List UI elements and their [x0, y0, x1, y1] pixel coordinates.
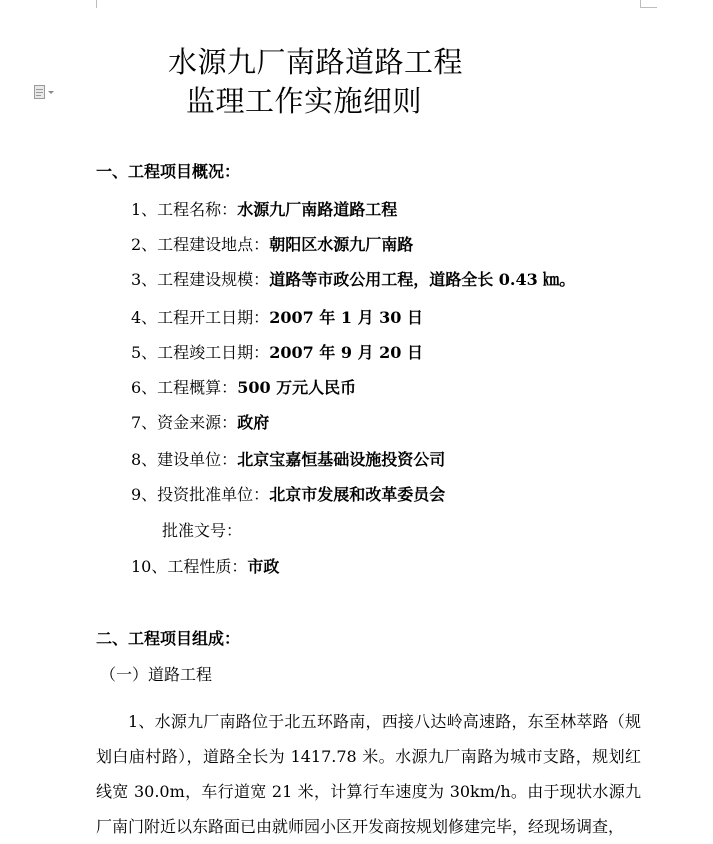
section1-heading: 一、工程项目概况： — [96, 162, 241, 181]
item-label: 批准文号： — [162, 521, 243, 540]
document-title-line1: 水源九厂南路道路工程 — [168, 45, 464, 79]
chevron-down-icon — [48, 91, 54, 94]
item-label: 9、投资批准单位： — [131, 485, 270, 504]
list-item — [131, 450, 445, 470]
list-item — [131, 378, 356, 398]
body-paragraph: 1、水源九厂南路位于北五环路南，西接八达岭高速路，东至林萃路（规划白庙村路），道路全长为 1417.78 米。水源九厂南路为城市支路，规划红线宽 30.0m，车行道宽 21 米，计算行车速度为 30km/h。由于现状水源九厂南门附近以东路面已由就师园小区开发商按规划修建完毕，经现场调查， — [96, 712, 641, 836]
item-label: 8、建设单位： — [131, 450, 238, 469]
section2-heading: 二、工程项目组成： — [96, 629, 241, 648]
item-label: 4、工程开工日期： — [131, 308, 270, 327]
item-value: 朝阳区水源九厂南路 — [269, 235, 414, 254]
item-label: 1、工程名称： — [131, 200, 238, 219]
list-item — [131, 485, 445, 505]
item-label: 3、工程建设规模： — [131, 270, 270, 289]
item-value: 道路等市政公用工程，道路全长 0.43 ㎞。 — [269, 270, 576, 289]
item-value: 北京市发展和改革委员会 — [269, 485, 446, 504]
item-label: 7、资金来源： — [131, 413, 238, 432]
item-value: 北京宝嘉恒基础设施投资公司 — [237, 450, 446, 469]
item-value: 政府 — [237, 413, 270, 432]
item-value: 500 万元人民币 — [237, 378, 357, 397]
item-value: 水源九厂南路道路工程 — [237, 200, 398, 219]
item-label: 10、工程性质： — [131, 557, 248, 576]
item-label: 6、工程概算： — [131, 378, 238, 397]
section2-subheading: （一）道路工程 — [100, 665, 213, 684]
paste-clipboard-icon — [34, 85, 45, 99]
crop-mark-top-right-h — [641, 7, 657, 8]
item-label: 2、工程建设地点： — [131, 235, 270, 254]
paste-options-button[interactable] — [34, 85, 58, 99]
list-item — [131, 343, 423, 363]
item-label: 5、工程竣工日期： — [131, 343, 270, 362]
list-item — [131, 413, 269, 433]
item-value: 2007 年 1 月 30 日 — [269, 308, 423, 327]
list-item — [131, 308, 423, 328]
list-item — [131, 557, 279, 577]
document-title-line2: 监理工作实施细则 — [186, 84, 423, 118]
list-item — [131, 270, 575, 290]
crop-mark-top-left-v — [96, 0, 97, 8]
item-value: 市政 — [247, 557, 280, 576]
list-item — [131, 200, 397, 220]
list-item — [162, 521, 242, 541]
list-item — [131, 235, 413, 255]
item-value: 2007 年 9 月 20 日 — [269, 343, 423, 362]
